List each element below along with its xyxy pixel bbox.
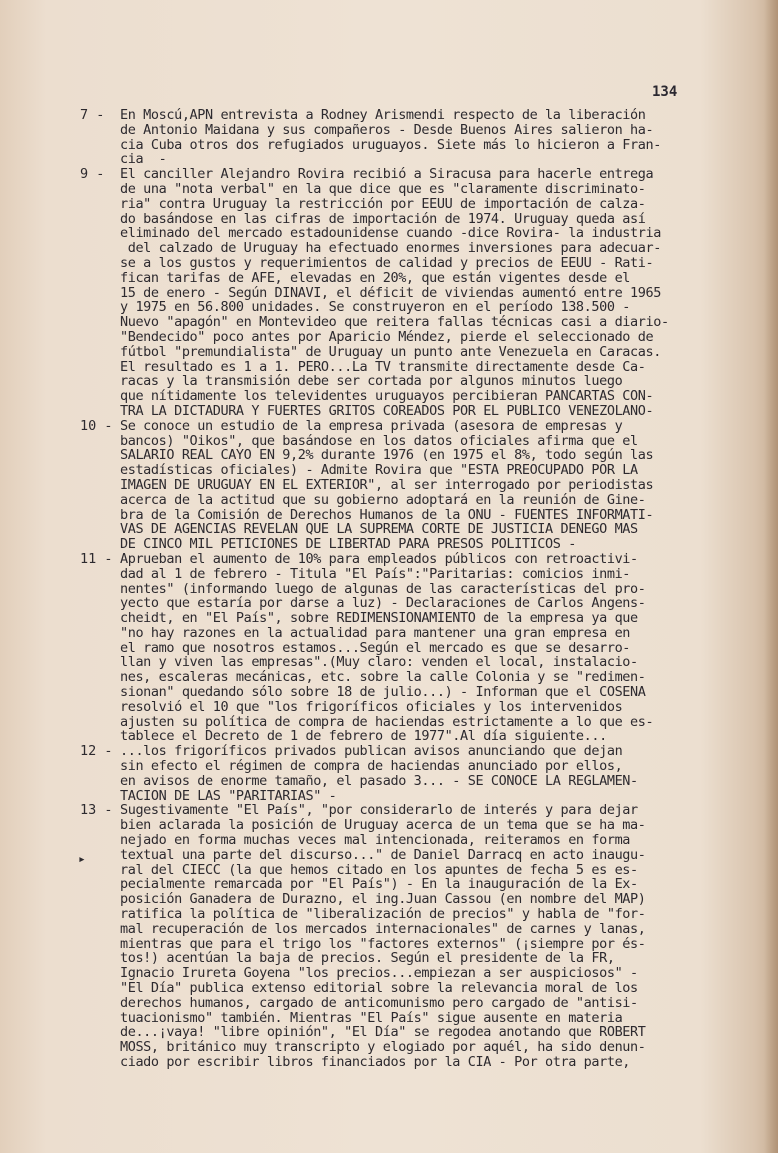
entry-text-line: acerca de la actitud que su gobierno adoptará en la reunión de Gine- (120, 491, 646, 508)
entry-text-line: "Bendecido" poco antes por Aparicio Méndez, pierde el seleccionado de (120, 328, 654, 345)
entry-text-line: eliminado del mercado estadounidense cuando -dice Rovira- la industria (120, 225, 661, 242)
entry-text-line: y 1975 en 56.800 unidades. Se construyeron en el período 138.500 - (120, 299, 631, 316)
entry-text-line: bancos) "Oikos", que basándose en los datos oficiales afirma que el (120, 432, 638, 449)
chronology-entry (80, 108, 752, 167)
entry-text-line: tos!) acentúan la baja de precios. Según el presidente de la FR, (120, 950, 615, 967)
page-number: 134 (652, 84, 678, 100)
entry-text-line: "no hay razones en la actualidad para mantener una gran empresa en (120, 624, 631, 641)
entry-text-line: derechos humanos, cargado de anticomunismo pero cargado de "antisi- (120, 994, 638, 1011)
entry-text-line: do basándose en las cifras de importación de 1974. Uruguay queda así (120, 210, 646, 227)
paper-edge-shadow (764, 0, 778, 1153)
entry-text-line: resolvió el 10 que "los frigoríficos oficiales y los intervenidos (120, 698, 623, 715)
entry-text-line: sionan" quedando sólo sobre 18 de julio...) - Informan que el COSENA (120, 684, 646, 701)
entry-text-line: Sugestivamente "El País", "por considerarlo de interés y para dejar (120, 802, 638, 819)
entry-text-line: SALARIO REAL CAYO EN 9,2% durante 1976 (en 1975 el 8%, todo según las (120, 447, 654, 464)
entry-text-line: tablece el Decreto de 1 de febrero de 1977".Al día siguiente... (120, 728, 607, 745)
entry-text-line: nejado en forma muchas veces mal intencionada, reiteramos en forma (120, 832, 631, 849)
entry-text-line: ratifica la política de "liberalización de precios" y habla de "for- (120, 906, 646, 923)
entry-text-line: pecialmente remarcada por "El País") - En la inauguración de la Ex- (120, 876, 638, 893)
entry-text-line: IMAGEN DE URUGUAY EN EL EXTERIOR", al ser interrogado por periodistas (120, 476, 654, 493)
entry-text-line: de Antonio Maidana y sus compañeros - Desde Buenos Aires salieron ha- (120, 121, 654, 138)
entry-text-line: el ramo que nosotros estamos...Según el mercado es que se desarro- (120, 639, 631, 656)
entry-text-line: DE CINCO MIL PETICIONES DE LIBERTAD PARA PRESOS POLITICOS - (120, 536, 576, 553)
entry-text-line: ciado por escribir libros financiados por la CIA - Por otra parte, (120, 1054, 631, 1070)
entry-text-line: de una "nota verbal" en la que dice que es "claramente discriminato- (120, 180, 646, 197)
entry-text-line: sin efecto el régimen de compra de haciendas anunciado por ellos, (120, 758, 623, 775)
chronology-entries (80, 108, 752, 1070)
entry-text-line: estadísticas oficiales) - Admite Rovira que "ESTA PREOCUPADO POR LA (120, 462, 638, 479)
entry-text-line: bra de la Comisión de Derechos Humanos de la ONU - FUENTES INFORMATI- (120, 506, 654, 523)
entry-text-line: llan y viven las empresas".(Muy claro: venden el local, instalacio- (120, 654, 638, 671)
entry-text-line: que nítidamente los televidentes uruguayos percibieran PANCARTAS CON- (120, 388, 654, 405)
entry-text-line: yecto que estaría por darse a luz) - Declaraciones de Carlos Angens- (120, 595, 646, 612)
chronology-entry (80, 552, 752, 744)
entry-day-label: 12 - (80, 743, 113, 760)
entry-text-line: en avisos de enorme tamaño, el pasado 3... - SE CONOCE LA REGLAMEN- (120, 772, 638, 789)
entry-text-line: tuacionismo" también. Mientras "El País" sigue ausente en materia (120, 1009, 623, 1026)
entry-day-label: 13 - (80, 802, 113, 819)
entry-text-line: VAS DE AGENCIAS REVELAN QUE LA SUPREMA CORTE DE JUSTICIA DENEGO MAS (120, 521, 638, 538)
entry-text-line: Aprueban el aumento de 10% para empleados públicos con retroactivi- (120, 550, 638, 567)
entry-text-line: TRA LA DICTADURA Y FUERTES GRITOS COREADOS POR EL PUBLICO VENEZOLANO- (120, 402, 654, 419)
entry-text-line: Nuevo "apagón" en Montevideo que reitera fallas técnicas casi a diario- (120, 314, 669, 331)
entry-text-line: del calzado de Uruguay ha efectuado enormes inversiones para adecuar- (120, 240, 661, 257)
entry-text-line: nes, escaleras mecánicas, etc. sobre la calle Colonia y se "redimen- (120, 669, 646, 686)
entry-text-line: dad al 1 de febrero - Titula "El País":"Paritarias: comicios inmi- (120, 565, 631, 582)
entry-text-line: 15 de enero - Según DINAVI, el déficit de viviendas aumentó entre 1965 (120, 284, 661, 301)
chronology-entry (80, 744, 752, 803)
entry-text-line: mal recuperación de los mercados internacionales" de carnes y lanas, (120, 920, 646, 937)
entry-text-line: Se conoce un estudio de la empresa privada (asesora de empresas y (120, 417, 623, 434)
chronology-entry (80, 167, 752, 419)
entry-day-label: 10 - (80, 417, 113, 434)
entry-text-line: cia - (120, 151, 167, 168)
entry-day-label: 7 - (80, 107, 105, 123)
entry-text-line: ajusten su política de compra de haciendas estrictamente a lo que es- (120, 713, 654, 730)
entry-text-line: ...los frigoríficos privados publican avisos anunciando que dejan (120, 743, 623, 760)
entry-text-line: El canciller Alejandro Rovira recibió a Siracusa para hacerle entrega (120, 166, 654, 183)
entry-day-label: 11 - (80, 550, 113, 567)
entry-text-line: TACION DE LAS "PARITARIAS" - (120, 787, 337, 804)
entry-text-line: MOSS, británico muy transcripto y elogiado por aquél, ha sido denun- (120, 1039, 646, 1056)
entry-text-line: "El Día" publica extenso editorial sobre la relevancia moral de los (120, 980, 638, 997)
entry-text-line: mientras que para el trigo los "factores externos" (¡siempre por és- (120, 935, 646, 952)
entry-text-line: se a los gustos y requerimientos de calidad y precios de EEUU - Rati- (120, 254, 654, 271)
entry-text-line: textual una parte del discurso..." de Daniel Darracq en acto inaugu- (120, 846, 646, 863)
entry-day-label: 9 - (80, 166, 105, 183)
entry-text-line: ria" contra Uruguay la restricción por EEUU de importación de calza- (120, 195, 646, 212)
chronology-entry (80, 803, 752, 1069)
entry-text-line: fútbol "premundialista" de Uruguay un punto ante Venezuela en Caracas. (120, 343, 661, 360)
entry-text-line: fican tarifas de AFE, elevadas en 20%, que están vigentes desde el (120, 269, 631, 286)
entry-text-line: cia Cuba otros dos refugiados uruguayos. Siete más lo hicieron a Fran- (120, 136, 661, 153)
entry-text-line: posición Ganadera de Durazno, el ing.Juan Cassou (en nombre del MAP) (120, 891, 646, 908)
margin-arrow-mark: ▸ (78, 852, 86, 867)
entry-text-line: racas y la transmisión debe ser cortada por algunos minutos luego (120, 373, 623, 390)
chronology-entry (80, 419, 752, 552)
entry-text-line: Ignacio Irureta Goyena "los precios...empiezan a ser auspiciosos" - (120, 965, 638, 982)
entry-text-line: En Moscú,APN entrevista a Rodney Arismendi respecto de la liberación (120, 107, 646, 123)
entry-text-line: bien aclarada la posición de Uruguay acerca de un tema que se ha ma- (120, 817, 646, 834)
entry-text-line: ral del CIECC (la que hemos citado en los apuntes de fecha 5 es es- (120, 861, 638, 878)
entry-text-line: de...¡vaya! "libre opinión", "El Día" se regodea anotando que ROBERT (120, 1024, 646, 1041)
entry-text-line: nentes" (informando luego de algunas de las características del pro- (120, 580, 646, 597)
entry-text-line: El resultado es 1 a 1. PERO...La TV transmite directamente desde Ca- (120, 358, 646, 375)
entry-text-line: cheidt, en "El País", sobre REDIMENSIONAMIENTO de la empresa ya que (120, 610, 638, 627)
